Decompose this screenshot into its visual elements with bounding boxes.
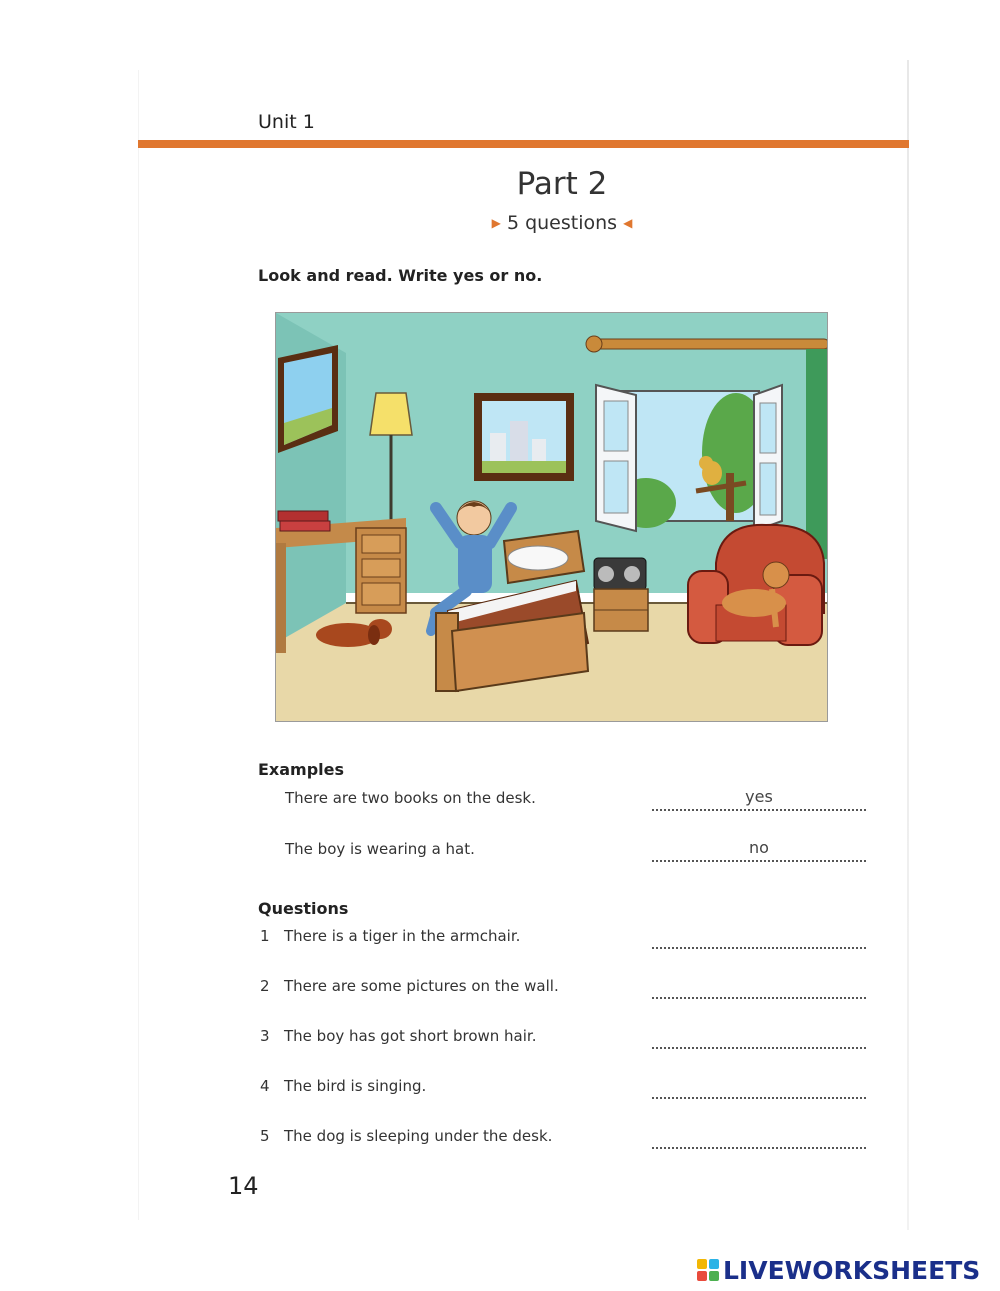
example-answer-field [652, 838, 866, 862]
answer-input[interactable] [652, 979, 866, 999]
question-sentence: There is a tiger in the armchair. [284, 927, 521, 945]
question-number: 3 [260, 1027, 270, 1045]
part-title: Part 2 [516, 166, 608, 202]
question-sentence: The bird is singing. [284, 1077, 427, 1095]
page-edge-right [907, 60, 909, 1230]
example-row [260, 789, 870, 813]
liveworksheets-logo-icon [697, 1259, 719, 1281]
page-number: 14 [228, 1172, 259, 1200]
example-sentence: There are two books on the desk. [285, 789, 536, 807]
example-row [260, 840, 870, 864]
question-sentence: The dog is sleeping under the desk. [284, 1127, 553, 1145]
answer-input[interactable] [652, 1129, 866, 1149]
example-answer: no [749, 838, 769, 857]
example-sentence: The boy is wearing a hat. [285, 840, 475, 858]
question-sentence: The boy has got short brown hair. [284, 1027, 537, 1045]
header-rule [138, 140, 909, 148]
answer-input[interactable] [652, 1029, 866, 1049]
examples-heading: Examples [258, 760, 345, 779]
part-subtitle-text: 5 questions [506, 212, 618, 234]
questions-heading: Questions [258, 899, 349, 918]
liveworksheets-logo-text: LIVEWORKSHEETS [723, 1255, 981, 1285]
question-row [260, 1127, 870, 1151]
question-number: 1 [260, 927, 270, 945]
example-answer-field [652, 787, 866, 811]
question-row [260, 927, 870, 951]
answer-input[interactable] [652, 929, 866, 949]
bedroom-scene-icon [276, 313, 828, 722]
liveworksheets-logo[interactable] [697, 1255, 980, 1285]
instruction: Look and read. Write yes or no. [258, 266, 543, 285]
question-number: 5 [260, 1127, 270, 1145]
triangle-right-icon: ▶ [491, 216, 501, 230]
question-sentence: There are some pictures on the wall. [284, 977, 559, 995]
question-number: 2 [260, 977, 270, 995]
page-edge-left [138, 70, 139, 1220]
answer-input[interactable] [652, 1079, 866, 1099]
question-row [260, 977, 870, 1001]
unit-label: Unit 1 [258, 111, 315, 133]
question-number: 4 [260, 1077, 270, 1095]
question-row [260, 1077, 870, 1101]
question-row [260, 1027, 870, 1051]
part-subtitle [0, 212, 1000, 234]
example-answer: yes [745, 787, 773, 806]
triangle-left-icon: ◀ [623, 216, 633, 230]
bedroom-illustration [275, 312, 828, 722]
